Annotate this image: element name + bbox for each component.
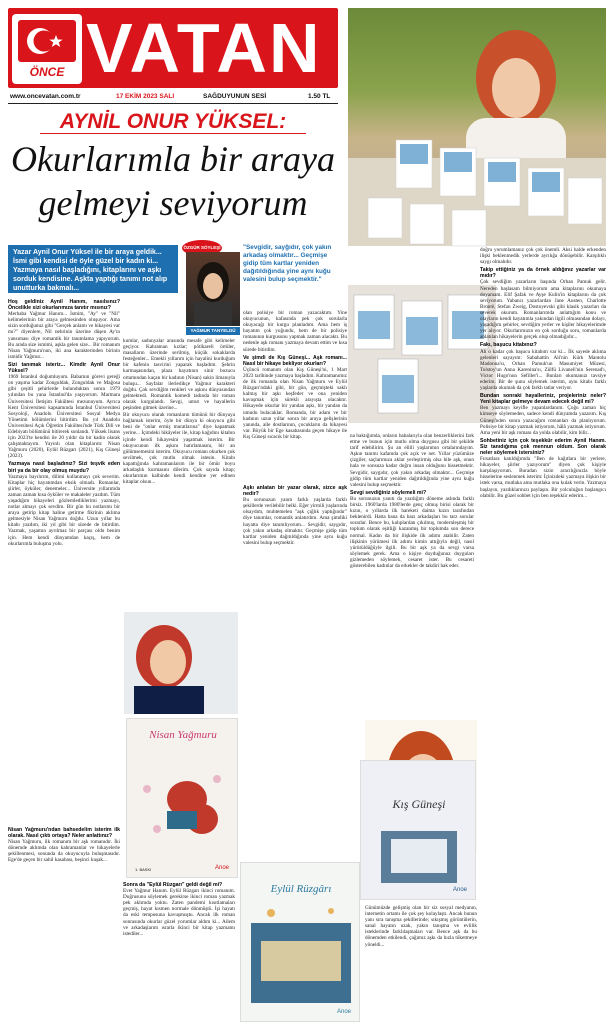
headline-line-2: gelmeyi seviyorum — [38, 183, 308, 223]
interviewer-name: YAĞMUR TANYELDÜ — [186, 327, 240, 335]
author-portrait — [124, 612, 238, 714]
book-title: Kış Güneşi — [392, 797, 446, 811]
question: Yazmaya nasıl başladınız? Sizi teşvik eden biri ya da bir olay olmuş muydu? — [8, 461, 120, 474]
column-4 — [350, 433, 474, 723]
author-booth-photo — [348, 8, 606, 246]
headline — [8, 137, 338, 225]
answer: Evet Yağmur Hanım. Eylül Rüzgarı ikinci romanım. Doğrusunu söylemek gerekirse ikinci roman yazmak pek aklımda yoktu. Zaten pandemi kısıtlamaları geçmiş, hayat kısmen normale dönmüştü. İşi hayatı da eski temposuna kavuşmuştu. Ancak ilk roman sonrasında okurlar güzel yorumlar aldım ki... Ailem ve arkadaşlarım ısrarla ikinci bir kitap yazmamı istediler... — [123, 888, 235, 937]
answer: Bir okuyucu olarak romanların tümünü bir dünyaya bağlamak isterim, öyle bir dünya ki okuyucu gibi beni de "onlar ermiş muratlarına" diye kapatmak yerine... İçimdeki hikâyeler ile, kitap kağıdını kitabın içinde kendi hikayesini yaşatmak isterim. Bir okuyucunun ilk aşkını hatırlamasını, bir an gülümsemesini isterim. Okuyucu romanı okurken çok sevilmek, çok mutlu olmak istesin. Kitabı kapattığında kahramanlarım ile bir ömür boyu arkadaşlık kurmasını dilerim. Çok sayıda kitap; okurlarımın kalbinde kendi kendine yer edinen kitaplar olsun... — [123, 412, 235, 486]
logo-subtitle: ÖNCE — [29, 65, 65, 79]
question: Sohbetiniz için çok teşekkür ederim Aynil Hanım. Siz tanıdığıma çok mennun oldum. Son olarak neler söylemek istersiniz? — [480, 437, 606, 456]
answer: doğru yorumlamanız çok çok önemli. Aksi halde erkenden ilişki beklenmedik yerlerde ayrılığa dönüşebilir. Karşılıklı saygı olmalıdır. — [480, 247, 606, 266]
question: Aşkı anlatan bir yazar olarak, sizce aşk nedir? — [243, 485, 347, 498]
answer: Günümüzde gelişmiş olan bir siz sosyal medyanın, internetin ortamı ile çok şey kolaylaştı. Ancak bunun yanı sıra tanışma şekillerinde; sıkışmış görüntülerin, sanal hayatın uzak, yakın tanışma ve evlilik isteklerinde farklılaşmaları var. Bence aşk da bu dönemden etkilendi, çağımız aşkı da hızla tüketmeye yöneldi... — [365, 905, 477, 948]
dateline — [8, 90, 338, 104]
newspaper-logo: VATAN — [86, 9, 322, 87]
interview-badge: ÖZGÜR SÖYLEŞİ — [182, 240, 222, 256]
books-display-photo — [348, 285, 496, 423]
column-1 — [8, 297, 120, 627]
column-1-bottom — [8, 825, 120, 885]
book-edition: 1. BASKI — [135, 867, 152, 872]
book-cover-nisan — [126, 718, 238, 878]
answer: Ben yazmayı keyifle yapanlardanım. Çoğu zaman hiç kimseye söylemeden, sadece kendi dünyamda yazarım. Kış Güneşi'nden sonra yazacağım romanları da planlıyorum. Polisiye bir kitap yazmak istiyorum, hâlâ yazmak istiyorum. Ama yeni bir aşk romanı da yolda olabilir, kim bilir... — [480, 405, 606, 436]
interviewer-photo — [186, 252, 240, 326]
column-2 — [123, 338, 235, 610]
column-3 — [243, 310, 347, 440]
headline-line-1: Okurlarımla bir araya — [11, 139, 335, 179]
publisher-logo: Anoe — [452, 887, 467, 893]
question: Takip ettiğiniz ya da örnek aldığınız yazarlar var mıdır? — [480, 267, 606, 280]
book-title: Nisan Yağmuru — [149, 729, 217, 741]
column-5 — [480, 247, 606, 1022]
answer: olan polisiye bir roman yazacaktım. Yine okuyucunun, kafasında pek çok sorularla okuyacağı bir kurgu planladım. Ama hem iş hayatım çok yoğundu, hem de bir polisiye romanının kurgusunu yapmak zaman alacaktı. Bu nedenle aşk romanı yazmaya devam ettim ve kısa sürede bitirdim. — [243, 310, 347, 353]
lead-paragraph: Yazar Aynil Onur Yüksel ile bir araya geldik... İsmi gibi kendisi de öyle güzel bir kadın ki... Yazmaya nasıl başladığını, kitaplarını ve aşkı sorduk kendisine. Aşkta yaptığı tanımı not alıp unutturka bakmalı... — [8, 245, 178, 293]
question: Sevgi sevdiğiniz söylemeli mi? — [350, 489, 427, 496]
logo-emblem — [12, 14, 82, 84]
book-title: Eylül Rüzgârı — [270, 883, 332, 895]
answer: Bu sorunuzun yanıtı da yazdığım döneme aslında farklı birsiz. 1960'larda 1980'lerde genç olmuş birisi olarak bir kızın, o yıllarda ilk hareketi daima kızın tarafından beklenirdi. Hatta bana da bazı arkadaşları bu tarz sorular sorarlar. Bence bu, kalıplardan çıkılmış, modernleşmiş bir toplum olarak eşitliği kazanmış bir toplumda son derece normal. Kadın da bir ilişkide ilk adımı atabilir. Zaten ilişkinin yürümesi ilk adımı kimin attığıyla değil, nasıl yürütüldüğüyle ilgili. Bu bir aşk ya da sevgi varsa söylemek gerek. Ama o kişiye duyduğunuz duyguları gizlemeden söylemek, cesaret ister. Bu cesareti gösterebilen kadınlar da erkekler de takdiri hak eder. — [350, 495, 474, 569]
question: Sonra da "Eylül Rüzgarı" geldi değil mi? — [123, 882, 223, 888]
publisher-logo: Anoe — [336, 1009, 351, 1015]
column-4-bottom — [365, 905, 477, 1020]
question: Ve şimdi de Kış Güneşi... Aşk romanı... Nasıl bir hikaye bekliyor okurları? — [243, 354, 347, 367]
answer: Çok sevdiğim yazarların başında Orhan Pamuk gelir. Nereden başlasam bilmiyorum ama kitaplarını okumaya doyamam. Elif Şafak ve Ayşe Kulin'in kitaplarını da çok seviyorum. Yabancı yazarlardan Jane Austen, Charlotte Brontë, Stefan Zweig, Dostoyevski gibi klasik yazarları da severek okurum. Romanlarımda anlattığım konu ve olayların kendi hayatımla yakından ilgili olmasından dolayı, yaşadığım şehirler, sevdiğim yerler ve kişiler hikayelerimde yer alıyor. Okurlarımızın en çok sorduğu soru, romanlarda anlatılan hikayelerin gerçek olup olmadığıdır... — [480, 279, 606, 341]
answer: Nisan Yağmuru, ilk romanım bir aşk romanıdır. İki dönemde aklımda olan kahramanlar ve hikayelerle şekillenmesi, sonunda da okuyucuyla buluşmasıdır. Ege'de geçen bir sahil kasabası, beşinci kuşak... — [8, 839, 120, 864]
question: Bundan sonraki hayalleriniz, projeleriniz neler? Yeni kitaplar gelmeye devam edecek değil mi? — [480, 393, 606, 406]
headline-divider — [40, 133, 306, 134]
column-2-bottom — [123, 880, 235, 1020]
column-3-lower — [243, 483, 347, 673]
answer: Merhaba Yağmur Hanım... İsmim, "Ay" ve "Nil" kelimelerinin bir araya gelmesinden oluşuyor. Ama sizin sorduğunuz gibi "Gerçek anlamı ve hikayesi var mı?" diyenlere, Nil nehrinin üzerine düşen Ay'ın yansıması diye romantik bir tanımlama yapıyorum. Bu arada size ismimi, aşkla gelen size... Bir romanım Nisan Yağmuru'nun, iki ana karakterinden birinin ismidir Yağmur... — [8, 311, 120, 360]
issue-date: 17 EKİM 2023 SALI — [116, 93, 175, 100]
question: Fakı, başucu kitabınız? — [480, 342, 537, 349]
website-url: www.oncevatan.com.tr — [10, 93, 81, 100]
publisher-logo: Anoe — [214, 865, 229, 871]
answer: Bu sorunuzun yanıtı farklı yaşlarda farklı şekillerde verilebilir belki. Eğer yirmili yaşlarında olsaydım, muhtemelen "aşk çığlık yaptığındır" diye tanımlar, romantik anlatırdım. Ama şimdiki hayatta diye tanımlıyorum... Sevgidir, saygıdır, çok yakın arkadaş olmaktır. Geçmişe gidip tüm kartlar yeniden dağıtıldığında yine aynı kuğu valesini bulup seçmektir. — [243, 497, 348, 546]
answer: kumlar, sadunyalar arasında mesafe gibi kelimeler geçiyor. Kahraman kızlar; pötikareli örtüler, masalların üzerinde serilmiş, küçük sokaklarda festeğenler... Emekli yıllarım için hayalini kurduğum bir kafenin tasvirini yaparak başladım. Şehrin karmaşasından, plaza hayatının sinir bozucu ortamından kaçan bir kadının (Nisan) sakin limanıyla buluşu... Sayfalar ilerledikçe Yağmur karakteri doğdu. Çok sevdiğim renkleri ve aşkını dünyasından gelmektedi. Romantik komedi tadında bir roman olarak kurgulandı. Sevgi, umut ve hayallerin peşinden gitmek üzerine... — [123, 338, 235, 412]
price: 1.50 TL — [308, 93, 331, 100]
question: Hoş geldiniz Aynil Hanım, nasılsınız? Öncelikle sizi okurlarımıza tanıtır mısınız? — [8, 299, 120, 312]
motto: SAĞDUYUNUN SESİ — [203, 93, 267, 100]
kicker: AYNİL ONUR YÜKSEL: — [59, 110, 287, 133]
book-cover-kis — [360, 760, 476, 900]
answer: Yazmaya bayılırım, dilimi kullanmayı çok severim. Kitaplar hiç hayatımdan eksik olmadı. Romanlar, şiirler, öyküler, denemeler... Üniversite yıllarımda zaman zaman kısa öyküler ve makaleler yazdım. Tüm yaşadığım hikayeleri gözlemlediklerimi yazmayı, notlar almayı çok sevdim. Bir gün bu notlarımı bir araya getirip kitap haline getirme fikrinin aklıma gelmesiyle Nisan Yağmuru doğdu. Uzun yıllar bu kitabı yazdım, iki yıl gibi bir sürede de bitirdim. Yazmak, yaşamın ayrılmaz bir parçası oldu benim için. Hem kendi dünyamdan kaçış, hem de okurlarımla buluşma yolu. — [8, 473, 120, 547]
question: Nisan Yağmuru'ndan bahsedelim isterim ilk olarak. Nasıl çıktı ortaya? Neler anlattınız? — [8, 827, 120, 840]
answer: Üçüncü romanım olan Kış Güneşi'ni, 1 Mart 2023 tarihinde yazmaya başladım. Kahramanımız de ilk romanda olan Nisan Yağmuru ve Eylül Rüzgarı'ndaki gibi, bir gün, geçmişteki saklı kalmış bir aşkı keşfeder ve ona yeniden kavuşmak için sürekli arayışta olacaktır. Hikayede okurlar bir yandan aşkı, bir yandan da umudu bulacaklar. Romanda, bir adam ve bir kadının uzun yıllar sonra bir araya gelişlerinin yanında, aile dostlarının, çocukların da hikayesi var. Büyük bir Ege kasabasında geçen hikaye ile Kış Güneşi sıcacık bir kitap. — [243, 366, 347, 440]
answer: Ah o kadar çok başucu kitabım var ki... İlk sayede aklıma gelenleri sayayım: Sabahattin Ali'nin Kürk Mantolu Madonna'sı, Orhan Pamuk'un Masumiyet Müzesi, Tolstoy'un Anna Karenina'sı, Zülfü Livaneli'nin Serenad'ı, Victor Hugo'nun Sefiller'i... Bunları okumanızı tavsiye ederim. Bir de şunu söylemek isterim, aynı kitabı farklı yaşlarda okumak da çok farklı tatlar veriyor. — [480, 348, 606, 392]
answer: Fırsatlara katıldığımda "Ben de kağıtlara bir yerlere, hikayeler, şiirler yazıyorum" diyen çok kişiyle karşılaşıyorum. Buradan sizin aracılığınızla böyle hisselerine seslenmek isterim: İçinizdeki yazmaya ilişkin bir istek varsa, mutlaka ama mutlaka ona kulak verin. Yazmaya başlayın, yazdıklarınızı paylaşın. Bir yolculuğun başlangıcı olabilir. Bu güzel sohbet için ben teşekkür ederim... — [480, 456, 606, 499]
answer: 1969 İstanbul doğumluyum. Babamın görevi gereği on yaşıma kadar Zonguldak, Zonguldak ve Mağosa gibi çeşitli şehirlerde bulunduktan sonra 1979 yılından bu yana İstanbul'da yaşıyorum. Marmara Üniversitesi İletişim Fakültesi mezunuyum. Ayrıca Kent Üniversitesi kapsamında İstanbul Üniversitesi Sosyoloji, Anadolu Üniversitesi Sosyal Medya Yönetimi bölümlerini bitirdim. Bu yıl Anadolu Üniversitesi Açık Öğretim Fakültesi'nde Türk Dili ve Edebiyatı bölümünü bitirerek sonlandı. Yüksek lisans için 2023'te kendisi ile 20 yıldır da bir kadın olarak çalışmaktayım. Yayınlı olan kitaplarım: Nisan Yağmuru (2020), Eylül Rüzgarı (2021), Kış Güneşi (2023). — [8, 374, 120, 460]
answer: na baktığımda, onların babalarıyla olan benzerliklerini fark etme ve bunun için mutlu olma duygusu gibi bir şekilde tarif edebilirim. Şu an ellili yaşlarımın ortalarındayım. Aşkın tanımı kafamda çok açık ve net. Yıllar yüzümüze çizgiler, saçlarımıza aklar yerleştirmiş olsa bile aşk, onun hala ve sonsuza kadar doğru insan olduğunu hissetmektir. Sevgidir, saygıdır, çok yakın arkadaş olmaktır... Geçmişe gidip tüm kartlar yeniden dağıtıldığında yine aynı kuğu valesini bulup seçmektir. — [350, 433, 474, 488]
book-cover-eylul — [240, 862, 360, 1022]
pull-quote: "Sevgidir, sayğıdır, çok yakın arkadaş olmaktır... Geçmişe gidip tüm kartlar yeniden dağıtıldığında yine aynı kuğu valesini bulup seçmektir." — [243, 244, 332, 283]
question: Sizi tanımak isteriz... Kimdir Aynil Onur Yüksel? — [8, 361, 120, 375]
